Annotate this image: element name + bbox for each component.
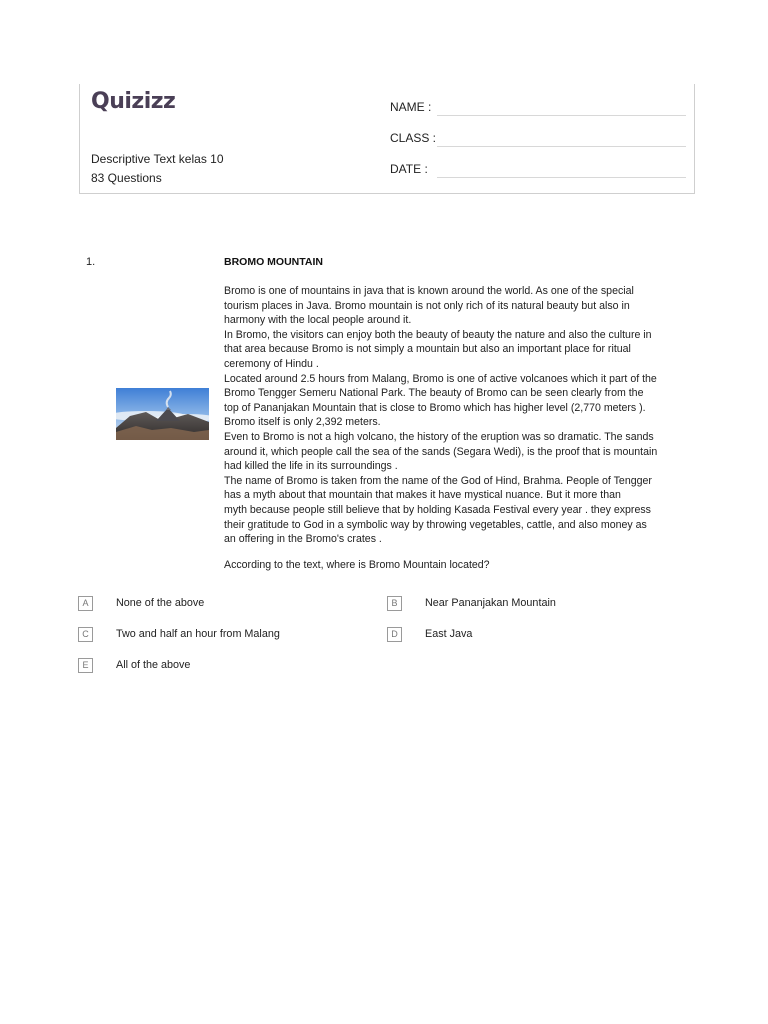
name-line <box>437 115 686 116</box>
passage-line: their gratitude to God in a symbolic way by throwing vegetables, cattle, and also money as <box>224 518 647 531</box>
option-text-a: None of the above <box>116 597 205 609</box>
class-field <box>390 131 686 147</box>
date-label: DATE : <box>390 162 428 176</box>
question-count: 83 Questions <box>91 171 162 185</box>
passage-line: harmony with the local people around it. <box>224 314 412 327</box>
option-letter-d: D <box>387 627 402 642</box>
quizizz-logo: Quizizz <box>91 89 176 114</box>
class-label: CLASS : <box>390 131 437 145</box>
passage-line: has a myth about that mountain that makes it have mystical nuance. But it more than <box>224 489 621 502</box>
option-text-b: Near Pananjakan Mountain <box>425 597 556 609</box>
passage-line: Located around 2.5 hours from Malang, Bromo is one of active volcanoes which it part of the <box>224 372 657 385</box>
mountain-photo <box>116 388 209 440</box>
option-letter-c: C <box>78 627 93 642</box>
passage-heading: BROMO MOUNTAIN <box>224 256 323 268</box>
passage-line: ceremony of Hindu . <box>224 357 319 370</box>
passage-line: In Bromo, the visitors can enjoy both the beauty of beauty the nature and also the culture in <box>224 328 652 341</box>
date-field <box>390 162 686 178</box>
option-text-e: All of the above <box>116 659 191 671</box>
option-text-c: Two and half an hour from Malang <box>116 628 280 640</box>
passage-line: had killed the life in its surroundings . <box>224 460 398 473</box>
passage-line: tourism places in Java. Bromo mountain is not only rich of its natural beauty but also in <box>224 299 630 312</box>
question-prompt: According to the text, where is Bromo Mountain located? <box>224 559 490 571</box>
passage-line: an offering in the Bromo's crates . <box>224 533 382 546</box>
passage-line: Bromo Tengger Semeru National Park. The beauty of Bromo can be seen clearly from the <box>224 387 644 400</box>
option-letter-b: B <box>387 596 402 611</box>
passage-line: Even to Bromo is not a high volcano, the history of the eruption was so dramatic. The sands <box>224 430 654 443</box>
question-number: 1. <box>86 256 96 268</box>
class-line <box>437 146 686 147</box>
option-letter-a: A <box>78 596 93 611</box>
passage-text <box>224 284 704 547</box>
passage-line: Bromo itself is only 2,392 meters. <box>224 416 381 429</box>
name-field <box>390 100 686 116</box>
passage-line: The name of Bromo is taken from the name of the God of Hind, Brahma. People of Tengger <box>224 474 652 487</box>
passage-line: Bromo is one of mountains in java that is known around the world. As one of the special <box>224 285 634 297</box>
option-text-d: East Java <box>425 628 473 640</box>
passage-line: top of Pananjakan Mountain that is close to Bromo which has higher level (2,770 meters ). <box>224 401 646 414</box>
passage-line: myth because people still believe that by holding Kasada Festival every year . they express <box>224 503 651 516</box>
mountain-photo-icon <box>116 388 209 440</box>
passage-line: around it, which people call the sea of the sands (Segara Wedi), is the proof that is mountain <box>224 445 658 458</box>
quiz-title: Descriptive Text kelas 10 <box>91 152 224 166</box>
worksheet-header <box>79 84 695 194</box>
passage-line: that area because Bromo is not simply a mountain but also an important place for ritual <box>224 343 631 356</box>
name-label: NAME : <box>390 100 432 114</box>
option-letter-e: E <box>78 658 93 673</box>
date-line <box>437 177 686 178</box>
